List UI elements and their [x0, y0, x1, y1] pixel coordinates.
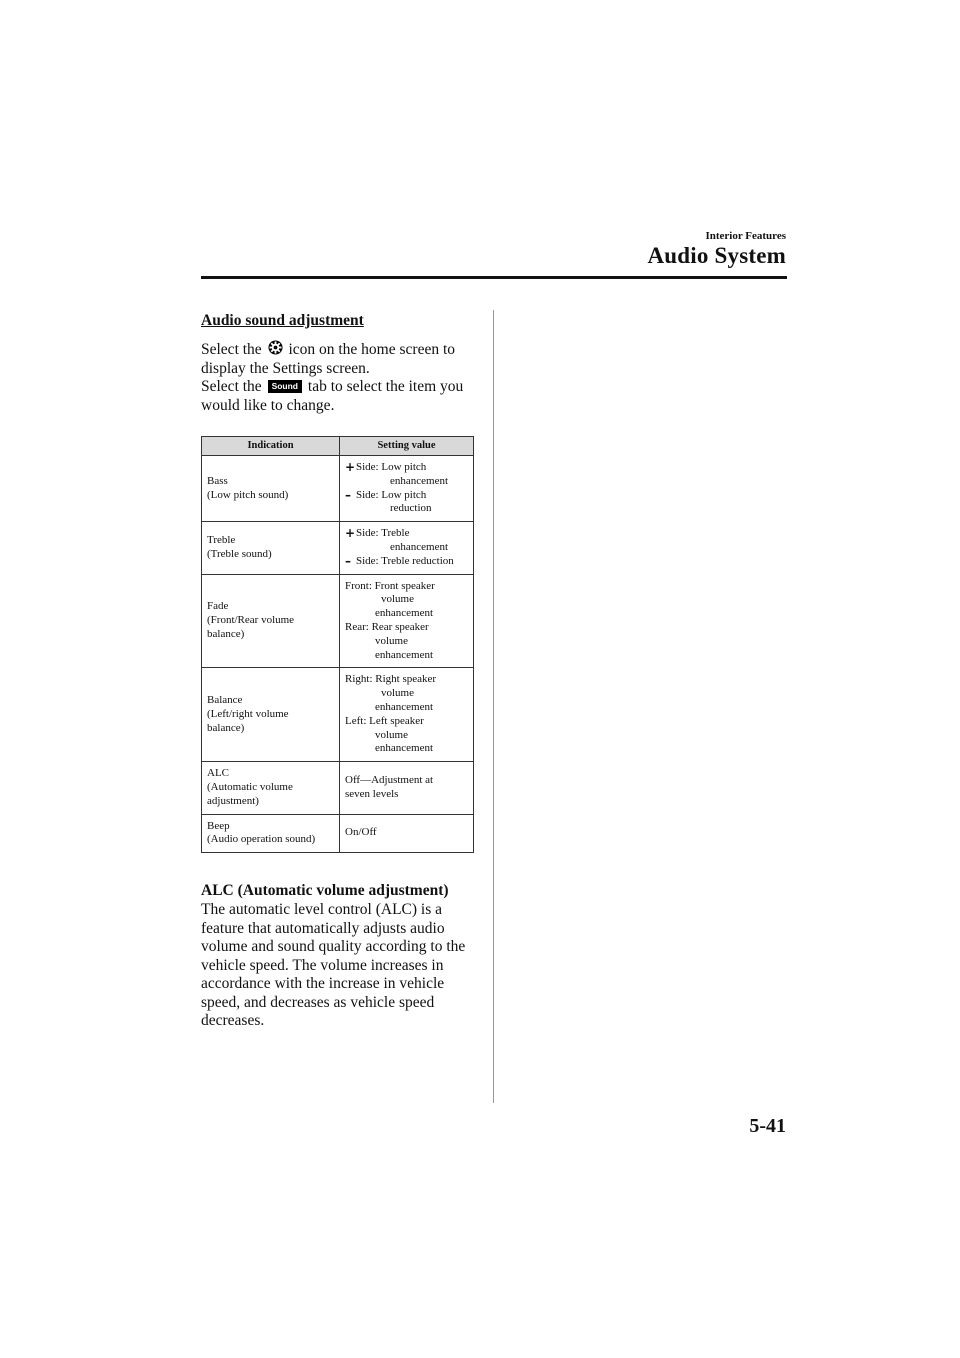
- indication-name: Treble: [207, 534, 236, 547]
- indication-desc: (Automatic volume: [207, 780, 293, 793]
- indication-name: Fade: [207, 600, 229, 613]
- setting-text: Side: Low pitch: [356, 488, 427, 501]
- indication-cell: [202, 814, 340, 853]
- sound-tab-icon: Sound: [268, 380, 302, 393]
- section-label: Interior Features: [705, 230, 786, 242]
- indication-name: Balance: [207, 694, 243, 707]
- table-row-fade: [202, 574, 474, 668]
- setting-cell: [340, 456, 474, 522]
- main-column: [201, 312, 473, 1031]
- setting-text: volume: [381, 593, 414, 606]
- indication-cell: [202, 668, 340, 762]
- setting-text: reduction: [390, 502, 432, 515]
- table-row-alc: [202, 762, 474, 814]
- setting-text: enhancement: [390, 474, 449, 487]
- setting-text: Rear: Rear speaker: [345, 620, 429, 633]
- table-row-treble: [202, 522, 474, 574]
- intro-text-1b: icon on the home screen to display the Settings screen.: [201, 341, 456, 377]
- header-rule: [201, 276, 787, 279]
- setting-text: Front: Front speaker: [345, 579, 435, 592]
- indication-desc: (Left/right volume: [207, 707, 289, 720]
- setting-text: Left: Left speaker: [345, 714, 424, 727]
- indication-desc: balance): [207, 721, 245, 734]
- indication-desc: (Front/Rear volume: [207, 614, 295, 627]
- setting-text: Side: Treble: [356, 527, 410, 540]
- alc-paragraph: The automatic level control (ALC) is a feature that automatically adjusts audio volume and sound quality according to the vehicle speed. The volume increases in accordance with the increase in vehicle speed, and decreases as vehicle speed decreases.: [201, 901, 466, 1030]
- settings-gear-icon: [268, 340, 283, 355]
- setting-text: volume: [375, 634, 408, 647]
- setting-cell: [340, 668, 474, 762]
- section-heading: Audio sound adjustment: [201, 312, 364, 329]
- setting-cell: [340, 522, 474, 574]
- indication-desc: balance): [207, 627, 245, 640]
- setting-text: On/Off: [345, 826, 377, 839]
- intro-paragraph: [201, 340, 473, 415]
- column-divider: [493, 310, 494, 1103]
- setting-text: enhancement: [375, 742, 434, 755]
- intro-text-1a: Select the: [201, 341, 262, 358]
- col-setting-header: Setting value: [340, 437, 474, 456]
- setting-text: Off—Adjustment at: [345, 774, 434, 787]
- setting-text: Right: Right speaker: [345, 673, 437, 686]
- intro-text-2a: Select the: [201, 378, 262, 395]
- indication-desc: (Low pitch sound): [207, 488, 289, 501]
- setting-text: volume: [381, 687, 414, 700]
- indication-desc: (Audio operation sound): [207, 833, 316, 846]
- setting-text: Side: Treble reduction: [356, 554, 454, 567]
- alc-heading: ALC (Automatic volume adjustment): [201, 882, 449, 900]
- plus-icon: +: [345, 526, 356, 541]
- setting-text: enhancement: [375, 700, 434, 713]
- indication-name: Beep: [207, 819, 230, 832]
- setting-cell: [340, 574, 474, 668]
- indication-cell: [202, 456, 340, 522]
- setting-text: enhancement: [375, 607, 434, 620]
- minus-icon: –: [345, 487, 351, 502]
- setting-cell: [340, 814, 474, 853]
- indication-cell: [202, 762, 340, 814]
- indication-desc: (Treble sound): [207, 547, 272, 560]
- indication-desc: adjustment): [207, 794, 259, 807]
- setting-text: volume: [375, 728, 408, 741]
- intro-text-2b: tab to select the item you would like to change.: [201, 378, 464, 414]
- setting-text: enhancement: [375, 648, 434, 661]
- indication-cell: [202, 522, 340, 574]
- plus-icon: +: [345, 460, 356, 474]
- page-number: 5-41: [749, 1115, 786, 1137]
- setting-cell: [340, 762, 474, 814]
- setting-text: Side: Low pitch: [356, 461, 427, 473]
- indication-cell: [202, 574, 340, 668]
- page-title: Audio System: [647, 243, 786, 268]
- col-indication-header: Indication: [202, 437, 340, 456]
- minus-icon: –: [345, 553, 351, 568]
- table-header-row: [202, 437, 474, 456]
- setting-text: enhancement: [390, 540, 449, 553]
- table-row-bass: [202, 456, 474, 522]
- table-row-balance: [202, 668, 474, 762]
- setting-text: seven levels: [345, 787, 399, 800]
- indication-name: Bass: [207, 474, 228, 487]
- settings-table: [201, 436, 474, 853]
- table-row-beep: [202, 814, 474, 853]
- indication-name: ALC: [207, 767, 229, 780]
